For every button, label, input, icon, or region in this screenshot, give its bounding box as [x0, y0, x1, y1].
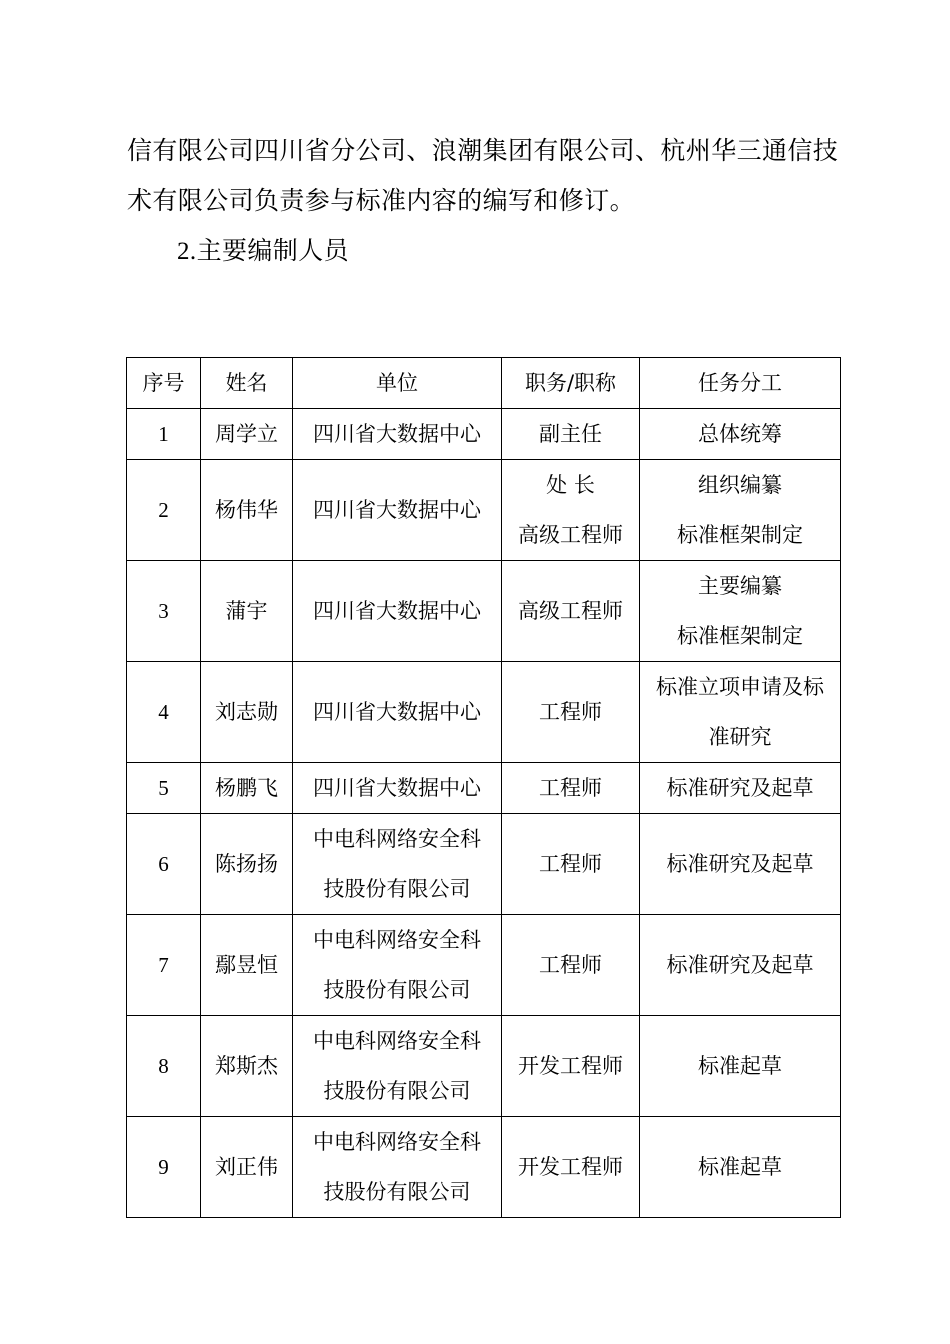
- cell-name: 鄢昱恒: [201, 915, 293, 1016]
- cell-name: 刘正伟: [201, 1117, 293, 1218]
- cell-task: [640, 814, 841, 915]
- cell-title: [502, 561, 640, 662]
- cell-unit: [293, 409, 502, 460]
- cell-unit: [293, 814, 502, 915]
- section-heading: [177, 226, 349, 277]
- table-row: [127, 561, 841, 662]
- cell-title: [502, 460, 640, 561]
- header-unit: 单位: [293, 358, 502, 409]
- cell-index: 3: [127, 561, 201, 662]
- cell-unit: [293, 561, 502, 662]
- cell-index: 9: [127, 1117, 201, 1218]
- cell-task-line: 标准研究及起草: [666, 953, 814, 977]
- cell-unit: [293, 662, 502, 763]
- cell-task-line: 标准起草: [698, 1054, 782, 1078]
- cell-name: 郑斯杰: [201, 1016, 293, 1117]
- section-title: 主要编制人员: [196, 236, 349, 265]
- header-name: 姓名: [201, 358, 293, 409]
- cell-unit-line: 中电科网络安全科: [313, 928, 481, 952]
- cell-unit: [293, 1016, 502, 1117]
- cell-title: [502, 409, 640, 460]
- cell-task: [640, 409, 841, 460]
- table-row: [127, 409, 841, 460]
- cell-task-line: 主要编纂: [698, 574, 782, 598]
- cell-index: 1: [127, 409, 201, 460]
- staff-table: [126, 357, 841, 1218]
- cell-title-line: 高级工程师: [518, 599, 623, 623]
- cell-unit-line: 技股份有限公司: [323, 1180, 471, 1204]
- cell-title-line: 工程师: [539, 953, 602, 977]
- cell-unit-line: 技股份有限公司: [323, 978, 471, 1002]
- cell-task: [640, 662, 841, 763]
- cell-unit: [293, 763, 502, 814]
- cell-title: [502, 763, 640, 814]
- cell-index: 7: [127, 915, 201, 1016]
- cell-title: [502, 662, 640, 763]
- cell-unit-line: 四川省大数据中心: [313, 700, 481, 724]
- cell-index: 4: [127, 662, 201, 763]
- body-paragraph-line-2: 术有限公司负责参与标准内容的编写和修订。: [127, 186, 636, 215]
- cell-title-line: 工程师: [539, 852, 602, 876]
- cell-title-line: 开发工程师: [518, 1155, 623, 1179]
- cell-task-line: 标准框架制定: [677, 523, 803, 547]
- cell-unit-line: 中电科网络安全科: [313, 827, 481, 851]
- cell-unit-line: 四川省大数据中心: [313, 498, 481, 522]
- cell-task: [640, 561, 841, 662]
- cell-task-line: 标准框架制定: [677, 624, 803, 648]
- cell-task: [640, 1016, 841, 1117]
- cell-name: 蒲宇: [201, 561, 293, 662]
- cell-index: 5: [127, 763, 201, 814]
- cell-title-line: 处 长: [546, 473, 595, 497]
- cell-unit-line: 技股份有限公司: [323, 1079, 471, 1103]
- cell-index: 6: [127, 814, 201, 915]
- cell-unit: [293, 460, 502, 561]
- cell-unit-line: 四川省大数据中心: [313, 599, 481, 623]
- cell-title-line: 工程师: [539, 776, 602, 800]
- header-index: 序号: [127, 358, 201, 409]
- cell-task-line: 标准研究及起草: [666, 852, 814, 876]
- table-row: [127, 1117, 841, 1218]
- cell-task-line: 准研究: [708, 725, 772, 749]
- cell-index: 2: [127, 460, 201, 561]
- cell-title-line: 高级工程师: [518, 523, 623, 547]
- cell-task-line: 组织编纂: [698, 473, 782, 497]
- cell-title-line: 开发工程师: [518, 1054, 623, 1078]
- cell-task-line: 标准立项申请及标: [656, 675, 824, 699]
- cell-name: 杨伟华: [201, 460, 293, 561]
- cell-title: [502, 814, 640, 915]
- cell-unit-line: 四川省大数据中心: [313, 422, 481, 446]
- cell-task-line: 标准研究及起草: [666, 776, 814, 800]
- cell-unit: [293, 915, 502, 1016]
- cell-task: [640, 1117, 841, 1218]
- table-row: [127, 460, 841, 561]
- header-title: 职务/职称: [502, 358, 640, 409]
- table-row: [127, 915, 841, 1016]
- section-number: 2.: [177, 238, 197, 265]
- cell-task: [640, 460, 841, 561]
- table-row: [127, 814, 841, 915]
- cell-title-line: 工程师: [539, 700, 602, 724]
- cell-name: 刘志勋: [201, 662, 293, 763]
- cell-task-line: 总体统筹: [698, 422, 782, 446]
- table-header-row: [127, 358, 841, 409]
- cell-unit-line: 中电科网络安全科: [313, 1130, 481, 1154]
- cell-unit-line: 技股份有限公司: [323, 877, 471, 901]
- table-row: [127, 763, 841, 814]
- cell-name: 杨鹏飞: [201, 763, 293, 814]
- cell-name: 陈扬扬: [201, 814, 293, 915]
- table-row: [127, 1016, 841, 1117]
- cell-task: [640, 763, 841, 814]
- cell-task-line: 标准起草: [698, 1155, 782, 1179]
- cell-task: [640, 915, 841, 1016]
- header-task: 任务分工: [640, 358, 841, 409]
- cell-title-line: 副主任: [539, 422, 602, 446]
- cell-index: 8: [127, 1016, 201, 1117]
- cell-unit-line: 中电科网络安全科: [313, 1029, 481, 1053]
- cell-title: [502, 1117, 640, 1218]
- cell-title: [502, 1016, 640, 1117]
- cell-unit-line: 四川省大数据中心: [313, 776, 481, 800]
- table-row: [127, 662, 841, 763]
- cell-unit: [293, 1117, 502, 1218]
- cell-name: 周学立: [201, 409, 293, 460]
- body-paragraph-line-1: 信有限公司四川省分公司、浪潮集团有限公司、杭州华三通信技: [127, 136, 839, 165]
- cell-title: [502, 915, 640, 1016]
